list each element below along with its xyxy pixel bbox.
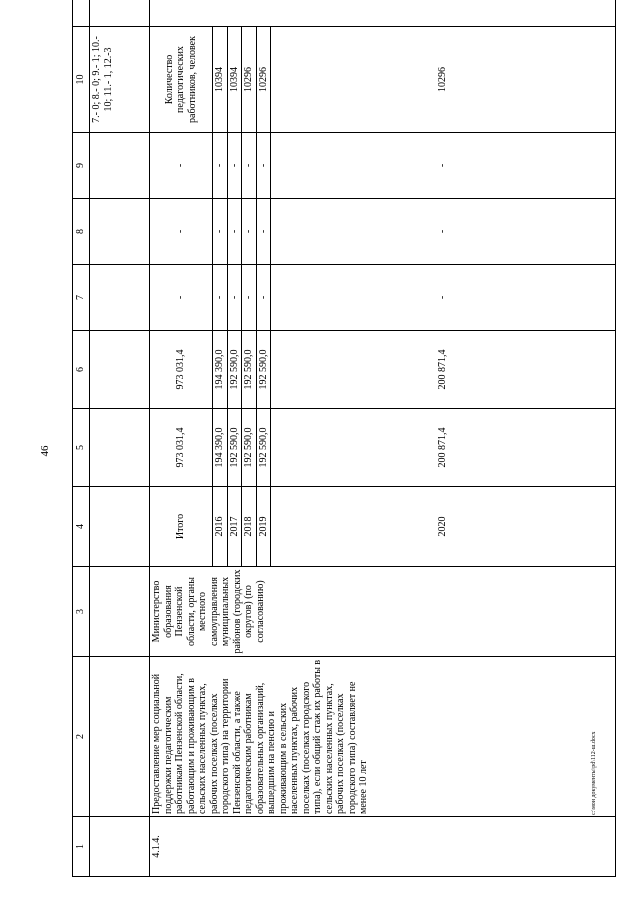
col7-value: - bbox=[227, 265, 242, 331]
col6-value: 194 390,0 bbox=[213, 331, 228, 409]
col6-value: 192 590,0 bbox=[227, 331, 242, 409]
weights-row bbox=[90, 0, 150, 877]
col10-value: 10296 bbox=[256, 27, 271, 133]
header-cell: 9 bbox=[73, 133, 90, 199]
year: 2019 bbox=[256, 487, 271, 567]
header-cell: 4 bbox=[73, 487, 90, 567]
col8-value: - bbox=[227, 199, 242, 265]
table-row-total bbox=[150, 0, 213, 877]
row-number: 4.1.4. bbox=[150, 817, 616, 877]
col6-value: 192 590,0 bbox=[256, 331, 271, 409]
header-cell: 7 bbox=[73, 265, 90, 331]
col8-value: - bbox=[271, 199, 616, 265]
col8-value: - bbox=[256, 199, 271, 265]
header-cell bbox=[73, 0, 90, 27]
header-row bbox=[73, 0, 90, 877]
total-col5: 973 031,4 bbox=[150, 409, 213, 487]
col5-value: 192 590,0 bbox=[256, 409, 271, 487]
col8-value: - bbox=[213, 199, 228, 265]
col8-value: - bbox=[242, 199, 257, 265]
header-cell: 5 bbox=[73, 409, 90, 487]
col10-value: 10394 bbox=[213, 27, 228, 133]
col9-value: - bbox=[227, 133, 242, 199]
indicator-weights: 7.- 0; 8.- 0; 9.- 1; 10.- 10; 11.- 1, 12.-3 bbox=[90, 27, 150, 133]
col7-value: - bbox=[213, 265, 228, 331]
col9-value: - bbox=[213, 133, 228, 199]
col7-value: - bbox=[256, 265, 271, 331]
year: 2018 bbox=[242, 487, 257, 567]
col6-value: 200 871,4 bbox=[271, 331, 616, 409]
year: 2020 bbox=[271, 487, 616, 567]
header-cell: 3 bbox=[73, 567, 90, 657]
total-col7: - bbox=[150, 265, 213, 331]
header-cell: 10 bbox=[73, 27, 90, 133]
col6-value: 192 590,0 bbox=[242, 331, 257, 409]
total-col8: - bbox=[150, 199, 213, 265]
col5-value: 194 390,0 bbox=[213, 409, 228, 487]
measure-description: Предоставление мер социальной поддержки педагогическим работникам Пензенской области, работающим и проживающим в сельских населенных пунктах, рабочих поселках (поселках городского типа) на территории Пензенской области, а также педагогическим работникам образовательных организаций, вышедшим на пенсию и проживающим в сельских населенных пунктах, рабочих поселках (поселках городского типа), если общий стаж их работы в сельских населенных пунктах, рабочих поселках (поселках городского типа) составляет не менее 10 лет bbox=[150, 657, 616, 817]
col9-value: - bbox=[256, 133, 271, 199]
total-col6: 973 031,4 bbox=[150, 331, 213, 409]
total-col9: - bbox=[150, 133, 213, 199]
col10-value: 10296 bbox=[242, 27, 257, 133]
year: 2017 bbox=[227, 487, 242, 567]
col9-value: - bbox=[242, 133, 257, 199]
total-label: Итого bbox=[150, 487, 213, 567]
col5-value: 200 871,4 bbox=[271, 409, 616, 487]
header-cell: 6 bbox=[73, 331, 90, 409]
indicator-name: Количество педагогических работников, человек bbox=[150, 27, 213, 133]
year: 2016 bbox=[213, 487, 228, 567]
col9-value: - bbox=[271, 133, 616, 199]
executor: Министерство образования Пензенской области, органы местного самоуправления муниципальных районов (городских округов) (по согласованию) bbox=[150, 567, 616, 657]
col5-value: 192 590,0 bbox=[227, 409, 242, 487]
col7-value: - bbox=[271, 265, 616, 331]
footer-file-path: c:\мои документы\pd\112-ш.docx bbox=[591, 731, 597, 815]
header-cell: 8 bbox=[73, 199, 90, 265]
page-number: 46 bbox=[39, 445, 51, 457]
measures-table bbox=[72, 0, 616, 877]
col10-value: 10394 bbox=[227, 27, 242, 133]
col5-value: 192 590,0 bbox=[242, 409, 257, 487]
col7-value: - bbox=[242, 265, 257, 331]
header-cell: 1 bbox=[73, 817, 90, 877]
col10-value: 10296 bbox=[271, 27, 616, 133]
indicator-code bbox=[150, 0, 616, 27]
header-cell: 2 bbox=[73, 657, 90, 817]
